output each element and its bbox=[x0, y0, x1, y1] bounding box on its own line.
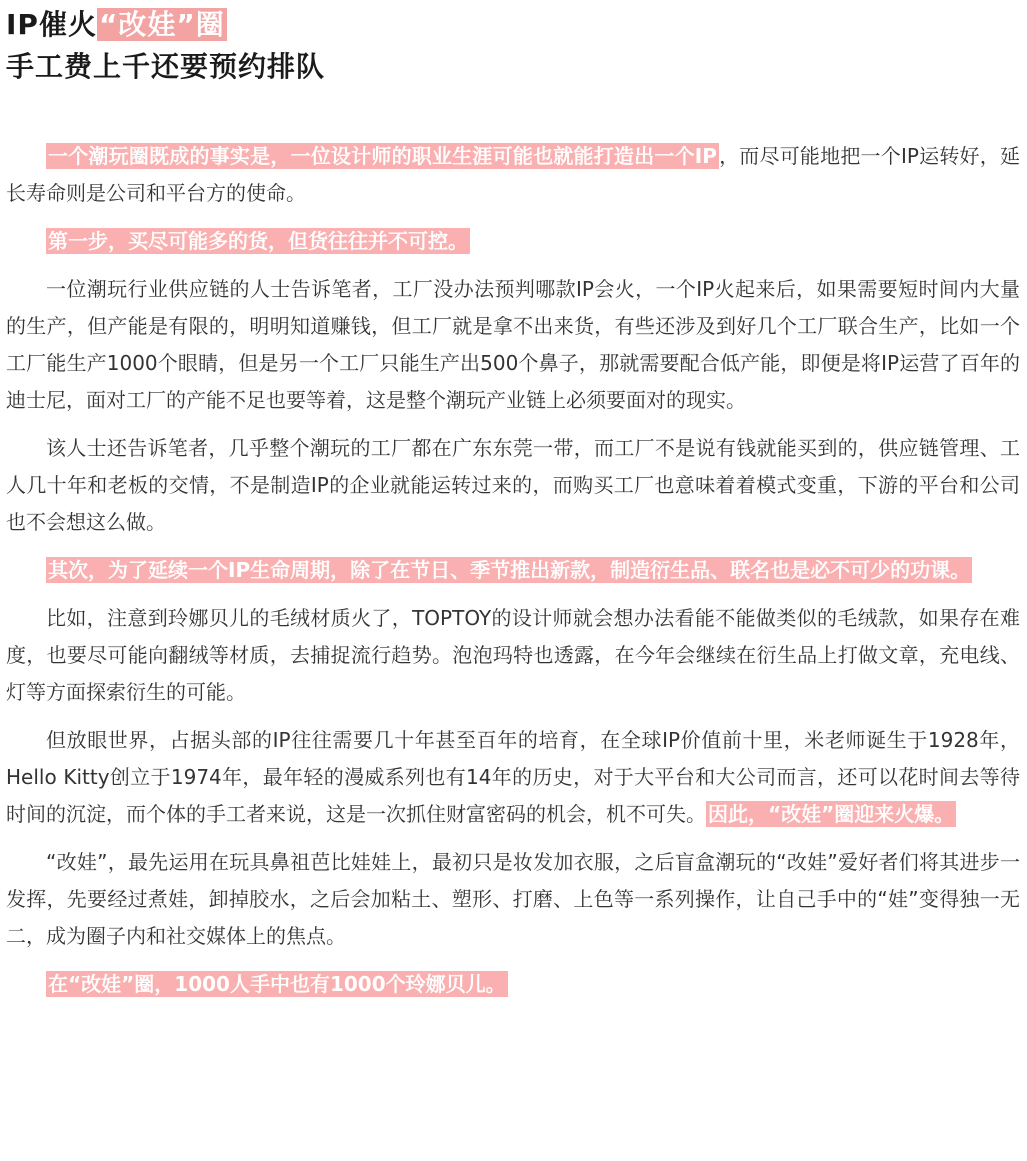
paragraph-4 bbox=[6, 430, 1020, 541]
highlight-5: 其次，为了延续一个IP生命周期，除了在节日、季节推出新款，制造衍生品、联名也是必不可少的功课。 bbox=[48, 558, 971, 582]
paragraph-6-text: 比如，注意到玲娜贝儿的毛绒材质火了，TOPTOY的设计师就会想办法看能不能做类似的毛绒款，如果存在难度，也要尽可能向翻绒等材质，去捕捉流行趋势。泡泡玛特也透露，在今年会继续在衍生品上打做文章，充电线、灯等方面探索衍生的可能。 bbox=[6, 606, 1020, 704]
paragraph-3 bbox=[6, 271, 1020, 419]
headline-prefix: IP催火 bbox=[6, 8, 97, 41]
highlight-2: 第一步，买尽可能多的货，但货往往并不可控。 bbox=[48, 229, 468, 253]
paragraph-1 bbox=[6, 138, 1020, 212]
paragraph-9 bbox=[6, 966, 1020, 1003]
article-body bbox=[6, 138, 1020, 1014]
article-headline bbox=[6, 4, 1016, 88]
highlight-1: 一个潮玩圈既成的事实是，一位设计师的职业生涯可能也就能打造出一个IP bbox=[48, 144, 717, 168]
paragraph-2 bbox=[6, 223, 1020, 260]
headline-subtitle: 手工费上千还要预约排队 bbox=[6, 50, 326, 83]
highlight-9: 在“改娃”圈，1000人手中也有1000个玲娜贝儿。 bbox=[48, 972, 506, 996]
highlight-7: 因此，“改娃”圈迎来火爆。 bbox=[708, 802, 955, 826]
paragraph-5 bbox=[6, 552, 1020, 589]
paragraph-4-text: 该人士还告诉笔者，几乎整个潮玩的工厂都在广东东莞一带，而工厂不是说有钱就能买到的，供应链管理、工人几十年和老板的交情，不是制造IP的企业就能运转过来的，而购买工厂也意味着着模式变重，下游的平台和公司也不会想这么做。 bbox=[6, 436, 1020, 534]
paragraph-7 bbox=[6, 722, 1020, 833]
paragraph-8 bbox=[6, 844, 1020, 955]
paragraph-3-text: 一位潮玩行业供应链的人士告诉笔者，工厂没办法预判哪款IP会火，一个IP火起来后，如果需要短时间内大量的生产，但产能是有限的，明明知道赚钱，但工厂就是拿不出来货，有些还涉及到好几个工厂联合生产，比如一个工厂能生产1000个眼睛，但是另一个工厂只能生产出500个鼻子，那就需要配合低产能，即便是将IP运营了百年的迪士尼，面对工厂的产能不足也要等着，这是整个潮玩产业链上必须要面对的现实。 bbox=[6, 277, 1020, 412]
paragraph-6 bbox=[6, 600, 1020, 711]
paragraph-1-text: ，而尽可能地把一个IP运转好，延长寿命则是公司和平台方的使命。 bbox=[6, 144, 1020, 205]
paragraph-7-text: 但放眼世界，占据头部的IP往往需要几十年甚至百年的培育，在全球IP价值前十里，米老师诞生于1928年，Hello Kitty创立于1974年，最年轻的漫威系列也有14年的历史，对于大平台和大公司而言，还可以花时间去等待时间的沉淀，而个体的手工者来说，这是一次抓住财富密码的机会，机不可失。 bbox=[6, 728, 1020, 826]
paragraph-8-text: “改娃”，最先运用在玩具鼻祖芭比娃娃上，最初只是妆发加衣服，之后盲盒潮玩的“改娃”爱好者们将其进步一发挥，先要经过煮娃，卸掉胶水，之后会加粘土、塑形、打磨、上色等一系列操作，让自己手中的“娃”变得独一无二，成为圈子内和社交媒体上的焦点。 bbox=[6, 850, 1020, 948]
headline-highlight: “改娃”圈 bbox=[98, 8, 225, 41]
